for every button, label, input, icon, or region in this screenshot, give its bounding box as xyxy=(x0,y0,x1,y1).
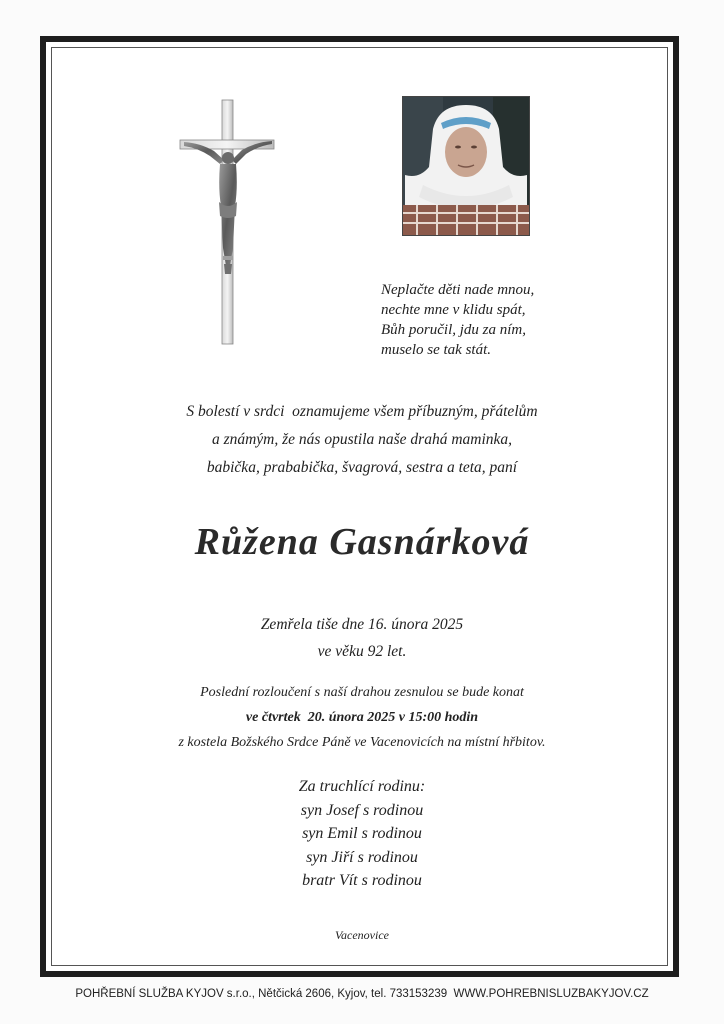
poem-line: nechte mne v klidu spát, xyxy=(381,302,526,318)
mourners-heading: Za truchlící rodinu: xyxy=(298,778,426,795)
poem-line: Bůh poručil, jdu za ním, xyxy=(381,322,526,338)
death-date: Zemřela tiše dne 16. února 2025 xyxy=(260,616,464,633)
crucifix-icon xyxy=(178,98,278,348)
mourners xyxy=(46,775,678,893)
deceased-name: Růžena Gasnárková xyxy=(194,521,530,563)
poem-line: Neplačte děti nade mnou, xyxy=(381,282,535,298)
funeral-where: z kostela Božského Srdce Páně ve Vacenovicích na místní hřbitov. xyxy=(178,735,546,750)
announcement-line: a známým, že nás opustila naše drahá maminka, xyxy=(211,431,513,448)
poem xyxy=(381,280,601,360)
announcement xyxy=(46,398,678,482)
funeral-info xyxy=(46,680,678,755)
death-info xyxy=(46,611,678,665)
mourner-line: syn Emil s rodinou xyxy=(302,825,422,842)
mourner-line: syn Jiří s rodinou xyxy=(306,848,418,866)
mourner-line: syn Josef s rodinou xyxy=(300,801,424,819)
portrait-photo xyxy=(402,96,530,236)
poem-line: muselo se tak stát. xyxy=(381,342,491,358)
funeral-when: ve čtvrtek 20. února 2025 v 15:00 hodin xyxy=(245,710,479,725)
funeral-intro: Poslední rozloučení s naší drahou zesnulou se bude konat xyxy=(200,685,524,700)
mourner-line: bratr Vít s rodinou xyxy=(302,872,422,889)
announcement-line: S bolestí v srdci oznamujeme všem příbuzným, přátelům xyxy=(186,403,538,420)
announcement-line: babička, prababička, švagrová, sestra a teta, paní xyxy=(206,459,518,476)
footer: POHŘEBNÍ SLUŽBA KYJOV s.r.o., Nětčická 2606, Kyjov, tel. 733153239 WWW.POHREBNISLUZBAKYJOV.CZ xyxy=(75,988,649,1000)
place: Vacenovice xyxy=(335,928,389,942)
age: ve věku 92 let. xyxy=(317,643,407,660)
